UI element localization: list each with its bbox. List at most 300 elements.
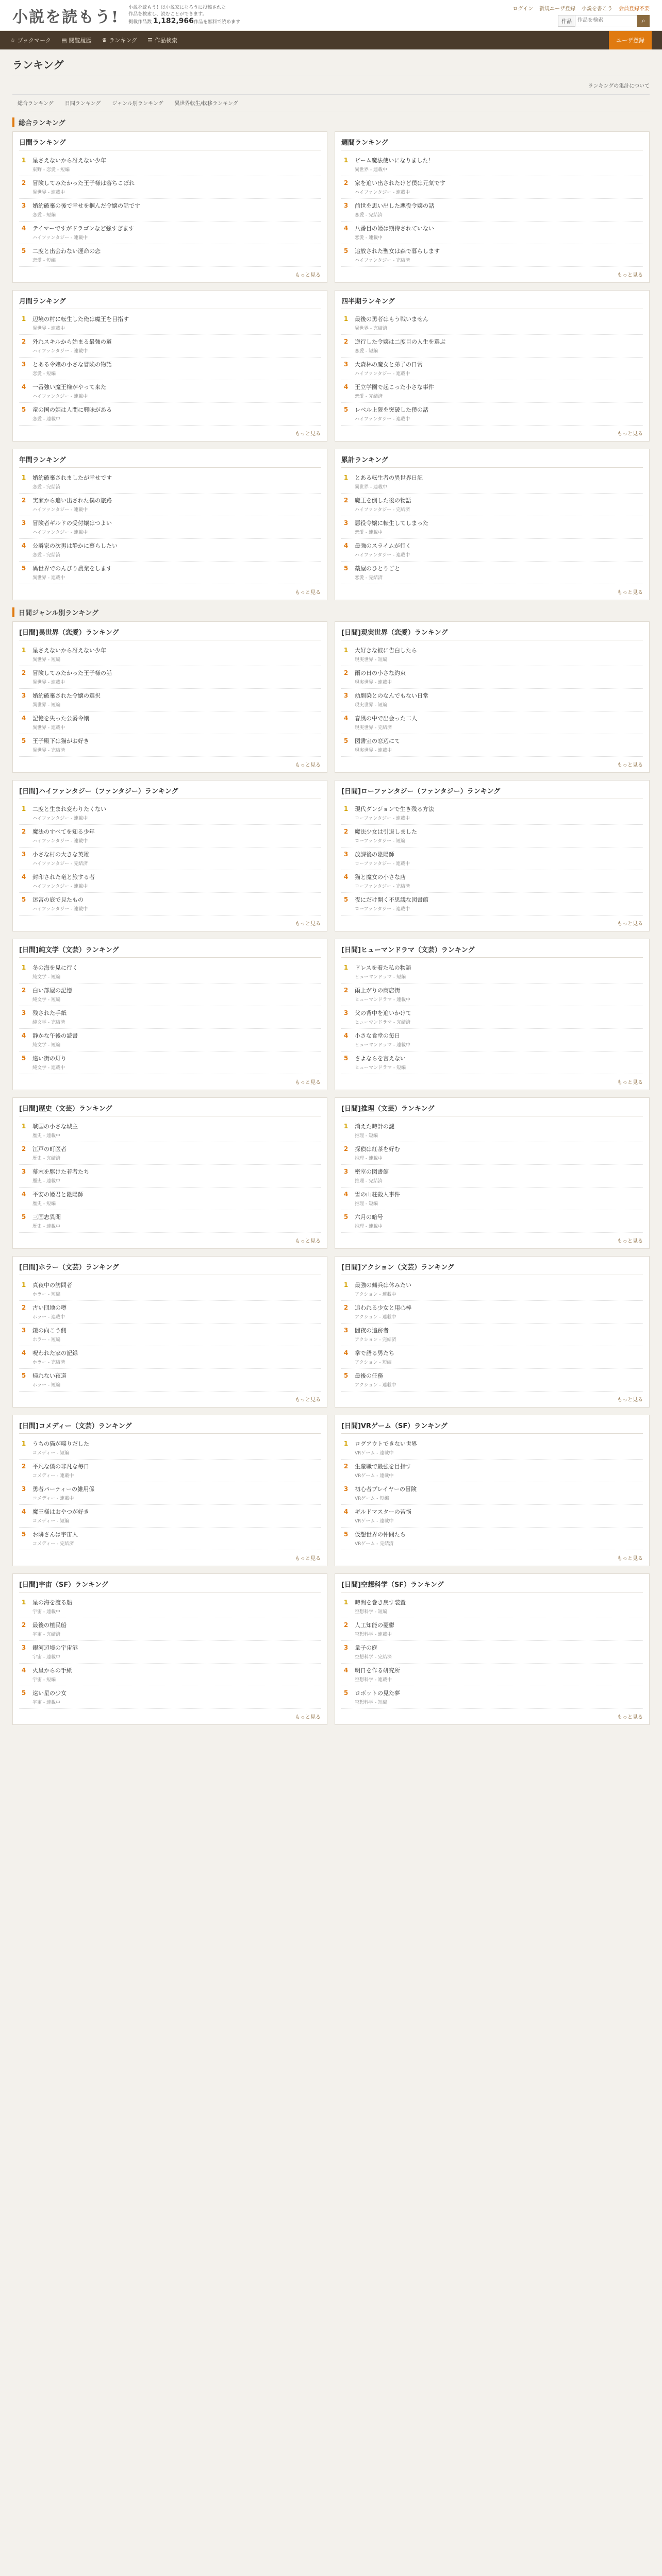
work-title-link[interactable]: 追放された聖女は森で暮らします [355,248,440,255]
more-link[interactable]: もっと見る [617,273,643,278]
work-title-link[interactable]: 時間を巻き戻す装置 [355,1599,406,1606]
more-link[interactable]: もっと見る [617,1080,643,1086]
work-title-link[interactable]: 呪われた家の記録 [32,1350,78,1357]
ranking-item[interactable] [19,893,321,916]
ranking-item[interactable] [19,403,321,426]
rank-number: 4 [21,1667,26,1674]
ranking-item[interactable] [19,244,321,267]
tab-isekai[interactable]: 異世界転生/転移ランキング [174,101,238,107]
ranking-item-body [355,987,643,1003]
work-title-link[interactable]: 外れスキルから始まる最強の道 [32,338,112,345]
work-meta: ローファンタジー - 連載中 [355,816,410,821]
work-title-link[interactable]: 遠い街の灯り [32,1055,67,1062]
more-link[interactable]: もっと見る [295,1080,321,1086]
ranking-panel [12,621,327,773]
work-title-link[interactable]: 遠い星の少女 [32,1690,67,1697]
ranking-item[interactable] [341,1596,643,1618]
work-title-link[interactable]: 冒険してみたかった王子様は落ちこぼれ [32,180,135,187]
ranking-item[interactable] [341,1301,643,1324]
work-title-link[interactable]: 家を追い出されたけど僕は元気です [355,180,445,187]
ranking-item-body [355,692,643,708]
rank-number: 2 [21,828,26,835]
work-title-link[interactable]: うちの猫が喋りだした [32,1440,89,1447]
ranking-item[interactable] [19,1618,321,1641]
work-title-link[interactable]: 星の海を渡る船 [32,1599,72,1606]
ranking-item[interactable] [341,1188,643,1210]
work-title-link[interactable]: 婚約破棄の後で幸せを掴んだ令嬢の話です [32,202,140,209]
work-title-link[interactable]: 春風の中で出会った二人 [355,715,417,722]
ranking-item[interactable] [19,711,321,734]
ranking-item[interactable] [341,516,643,539]
ranking-item[interactable] [19,199,321,222]
tab-overall[interactable]: 総合ランキング [18,101,54,107]
work-title-link[interactable]: 一番強い魔王様がやって来た [32,384,106,391]
work-title-link[interactable]: お隣さんは宇宙人 [32,1531,78,1538]
ranking-item[interactable] [341,312,643,335]
work-meta: コメディー - 短編 [32,1451,70,1456]
work-title-link[interactable]: 生産職で最強を目指す [355,1463,411,1470]
rank-number: 3 [343,1485,349,1493]
site-logo[interactable]: 小説を読もう! [12,8,120,26]
work-title-link[interactable]: 父の背中を追いかけて [355,1010,411,1016]
work-title-link[interactable]: 残された手紙 [32,1010,67,1016]
ranking-item-body [355,315,643,331]
ranking-item[interactable] [19,1686,321,1709]
rank-number: 3 [21,1327,26,1334]
ranking-item[interactable] [19,358,321,380]
ranking-item[interactable] [19,562,321,584]
work-title-link[interactable]: 古い団地の噂 [32,1304,67,1311]
ranking-item-body [355,828,643,844]
more-link[interactable]: もっと見る [617,1397,643,1403]
header-link[interactable]: 小説を書こう [582,6,613,12]
ranking-item[interactable] [19,1165,321,1188]
work-title-link[interactable]: とある転生者の異世界日記 [355,474,423,481]
work-title-link[interactable]: 静かな午後の読書 [32,1032,78,1039]
work-title-link[interactable]: 逆行した令嬢は二度目の人生を選ぶ [355,338,445,345]
work-title-link[interactable]: 雨の日の小さな約束 [355,670,406,676]
work-title-link[interactable]: 現代ダンジョンで生き残る方法 [355,806,434,812]
work-title-link[interactable]: テイマーですがドラゴンなど強すぎます [32,225,135,232]
header-user-link[interactable]: 会員登録不要 [619,6,650,12]
work-title-link[interactable]: 江戸の町医者 [32,1146,67,1153]
work-title-link[interactable]: 前世を思い出した悪役令嬢の話 [355,202,434,209]
rank-number: 1 [343,315,349,323]
work-title-link[interactable]: 六月の暗号 [355,1214,383,1221]
nav-ranking[interactable]: ♛ ランキング [102,37,138,44]
rank-number: 4 [21,715,26,722]
header-link[interactable]: ログイン [512,6,533,12]
work-title-link[interactable]: ドレスを着た私の物語 [355,964,411,971]
work-title-link[interactable]: 婚約破棄されましたが幸せです [32,474,112,481]
ranking-item[interactable] [19,1369,321,1392]
crown-icon: ♛ [102,37,107,44]
work-title-link[interactable]: 魔王様はおやつが好き [32,1509,89,1515]
ranking-item[interactable] [19,643,321,666]
ranking-item[interactable] [341,1006,643,1029]
work-title-link[interactable]: 放課後の陰陽師 [355,851,394,858]
rank-number: 4 [343,542,349,549]
ranking-item[interactable] [19,961,321,984]
work-title-link[interactable]: 小さな食堂の毎日 [355,1032,400,1039]
ranking-item[interactable] [19,176,321,199]
star-icon: ☆ [10,37,15,44]
ranking-item[interactable] [19,1120,321,1142]
work-title-link[interactable]: 雪の山荘殺人事件 [355,1191,400,1198]
work-title-link[interactable]: 婚約破棄された令嬢の選択 [32,692,101,699]
work-title-link[interactable]: 夜にだけ開く不思議な図書館 [355,896,428,903]
ranking-item[interactable] [341,1641,643,1664]
ranking-item[interactable] [341,154,643,176]
rank-number: 3 [343,361,349,368]
rank-number: 5 [343,565,349,572]
more-link[interactable]: もっと見る [295,921,321,927]
work-title-link[interactable]: 三国志異聞 [32,1214,61,1221]
work-title-link[interactable]: 初心者プレイヤーの冒険 [355,1486,417,1493]
ranking-item[interactable] [341,643,643,666]
search-type-select[interactable]: 作品 [558,15,575,27]
ranking-item[interactable] [341,1052,643,1074]
work-title-link[interactable]: 王子殿下は猫がお好き [32,738,89,744]
work-title-link[interactable]: 魔王を倒した後の物語 [355,497,411,504]
rank-number: 5 [21,896,26,903]
work-title-link[interactable]: 平凡な僕の非凡な毎日 [32,1463,89,1470]
work-title-link[interactable]: 銀河辺境の宇宙港 [32,1645,78,1651]
ranking-item[interactable] [341,1686,643,1709]
work-title-link[interactable]: 鏡の向こう側 [32,1327,67,1334]
work-title-link[interactable]: 冒険してみたかった王子様の話 [32,670,112,676]
tab-daily[interactable]: 日間ランキング [64,101,101,107]
ranking-item[interactable] [19,1142,321,1165]
work-title-link[interactable]: 幕末を駆けた若者たち [32,1168,89,1175]
work-title-link[interactable]: 魔法のすべてを知る少年 [32,828,95,835]
ranking-item-body [355,1009,643,1025]
more-link[interactable]: もっと見る [617,1239,643,1244]
ranking-item[interactable] [19,516,321,539]
work-title-link[interactable]: 星さえないから冴えない少年 [32,157,106,164]
ranking-item[interactable] [19,848,321,870]
ranking-item[interactable] [19,1641,321,1664]
work-meta: ハイファンタジー - 完結済 [355,258,410,263]
ranking-item-body [355,157,643,173]
more-link[interactable]: もっと見る [617,1556,643,1562]
work-title-link[interactable]: 追われる少女と用心棒 [355,1304,411,1311]
work-meta: 異世界 - 完結済 [355,326,387,331]
ranking-item[interactable] [19,734,321,757]
more-link[interactable]: もっと見る [617,431,643,437]
header-link[interactable]: 新規ユーザ登録 [539,6,575,12]
ranking-item[interactable] [341,1528,643,1550]
work-title-link[interactable]: 戦国の小さな城主 [32,1123,78,1130]
ranking-item[interactable] [341,1029,643,1052]
work-title-link[interactable]: 二度と生まれ変わりたくない [32,806,106,812]
ranking-item[interactable] [341,539,643,562]
user-register-button[interactable]: ユーザ登録 [609,31,652,49]
ranking-item[interactable] [341,358,643,380]
ranking-item[interactable] [341,1278,643,1301]
work-title-link[interactable]: 公爵家の次男は静かに暮らしたい [32,543,118,549]
work-title-link[interactable]: とある令嬢の小さな冒険の物語 [32,361,112,368]
ranking-item[interactable] [19,689,321,711]
ranking-item[interactable] [19,1460,321,1482]
ranking-item[interactable] [341,494,643,516]
more-link[interactable]: もっと見る [617,762,643,768]
ranking-item[interactable] [341,1437,643,1460]
more-link[interactable]: もっと見る [295,762,321,768]
ranking-item[interactable] [19,825,321,848]
ranking-item[interactable] [19,802,321,825]
more-link[interactable]: もっと見る [295,431,321,437]
work-title-link[interactable]: 二度と出会わない運命の恋 [32,248,101,255]
work-title-link[interactable]: 最強のスライムが行く [355,543,411,549]
overall-section-title: 総合ランキング [12,117,650,127]
rank-number: 2 [21,338,26,345]
work-title-link[interactable]: 真夜中の訪問者 [32,1282,72,1289]
overall-grid [12,131,650,600]
ranking-item[interactable] [19,870,321,893]
work-title-link[interactable]: 最強の傭兵は休みたい [355,1282,411,1289]
work-meta: 異世界 - 連載中 [32,575,65,581]
ranking-item[interactable] [19,1278,321,1301]
genre-grid [12,621,650,1725]
ranking-item-body [355,1213,643,1229]
ranking-item[interactable] [19,1029,321,1052]
nav-search[interactable]: ☰ 作品検索 [147,37,177,44]
more-link[interactable]: もっと見る [617,590,643,596]
ranking-item[interactable] [19,666,321,689]
more-link[interactable]: もっと見る [295,1715,321,1720]
work-meta: 異世界 - 連載中 [355,485,387,490]
work-meta: アクション - 連載中 [355,1292,396,1297]
ranking-item[interactable] [19,1301,321,1324]
rank-number: 5 [343,1055,349,1062]
work-title-link[interactable]: 竜の国の姫は人間に興味がある [32,406,112,413]
ranking-item[interactable] [341,403,643,426]
ranking-item[interactable] [341,335,643,358]
ranking-item[interactable] [341,689,643,711]
ranking-item[interactable] [341,1165,643,1188]
ranking-item-body [32,202,321,218]
ranking-item[interactable] [341,1505,643,1528]
list-icon: ☰ [147,37,153,44]
ranking-item[interactable] [19,335,321,358]
ranking-item[interactable] [341,734,643,757]
work-meta: 東野 - 恋愛 - 短編 [32,167,70,173]
ranking-panel [12,1097,327,1249]
work-title-link[interactable]: 仮想世界の仲間たち [355,1531,406,1538]
more-link[interactable]: もっと見る [295,1397,321,1403]
ranking-item[interactable] [341,984,643,1006]
rank-number: 3 [343,1327,349,1334]
more-link[interactable]: もっと見る [617,921,643,927]
ranking-item[interactable] [341,1618,643,1641]
rank-number: 4 [21,1191,26,1198]
search-icon[interactable]: ⌕ [637,15,650,27]
work-meta: 現実世界 - 連載中 [355,748,392,753]
ranking-item[interactable] [341,222,643,244]
work-title-link[interactable]: 魔法少女は引退しました [355,828,417,835]
work-title-link[interactable]: 猫と魔女の小さな店 [355,874,406,880]
rank-number: 4 [343,1032,349,1039]
work-title-link[interactable]: ロボットの見た夢 [355,1690,400,1697]
work-title-link[interactable]: 王立学園で起こった小さな事件 [355,384,434,391]
ranking-item-body [355,1281,643,1297]
work-meta: ホラー - 短編 [32,1383,60,1388]
more-link[interactable]: もっと見る [295,273,321,278]
ranking-item[interactable] [341,1460,643,1482]
ranking-item[interactable] [341,666,643,689]
ranking-item[interactable] [341,1369,643,1392]
work-title-link[interactable]: 薬屋のひとりごと [355,565,400,572]
work-title-link[interactable]: ギルドマスターの苦悩 [355,1509,411,1515]
rank-number: 5 [343,406,349,413]
ranking-item[interactable] [19,1664,321,1686]
work-title-link[interactable]: 密室の図書館 [355,1168,389,1175]
rank-number: 1 [21,474,26,481]
ranking-item[interactable] [19,1596,321,1618]
more-link[interactable]: もっと見る [295,1556,321,1562]
ranking-item[interactable] [19,1052,321,1074]
ranking-item[interactable] [341,1324,643,1346]
ranking-item[interactable] [19,1324,321,1346]
nav-history[interactable]: ▤ 閲覧履歴 [61,37,92,44]
ranking-item[interactable] [341,711,643,734]
ranking-item[interactable] [341,471,643,494]
work-title-link[interactable]: 辺境の村に転生した俺は魔王を目指す [32,316,129,323]
ranking-item[interactable] [19,1346,321,1369]
nav-bookmark[interactable]: ☆ ブックマーク [10,37,52,44]
work-title-link[interactable]: 迷宮の底で見たもの [32,896,84,903]
work-title-link[interactable]: 勇者パーティーの雑用係 [32,1486,95,1493]
more-link[interactable]: もっと見る [617,1715,643,1720]
ranking-item[interactable] [19,154,321,176]
search-input[interactable] [575,15,637,26]
work-title-link[interactable]: 火星からの手紙 [32,1667,72,1674]
ranking-item[interactable] [19,312,321,335]
work-title-link[interactable]: 幼馴染とのなんでもない日常 [355,692,428,699]
ranking-item[interactable] [19,1210,321,1233]
work-title-link[interactable]: 記憶を失った公爵令嬢 [32,715,89,722]
ranking-item[interactable] [341,176,643,199]
work-title-link[interactable]: 最後の勇者はもう戦いません [355,316,428,323]
rank-number: 1 [21,1440,26,1447]
work-title-link[interactable]: 悪役令嬢に転生してしまった [355,520,428,527]
ranking-item[interactable] [19,1188,321,1210]
rank-number: 2 [21,1304,26,1311]
ranking-item[interactable] [341,848,643,870]
work-title-link[interactable]: 白い部屋の記憶 [32,987,72,994]
ranking-item[interactable] [341,1346,643,1369]
work-meta: ハイファンタジー - 連載中 [32,394,88,399]
ranking-item[interactable] [341,870,643,893]
work-title-link[interactable]: 闇夜の追跡者 [355,1327,389,1334]
work-title-link[interactable]: 拳で語る男たち [355,1350,394,1357]
rank-number: 2 [21,179,26,187]
ranking-item[interactable] [341,244,643,267]
work-meta: 純文学 - 連載中 [32,1065,65,1071]
work-title-link[interactable]: 星さえないから冴えない少年 [32,647,106,654]
ranking-item[interactable] [341,1210,643,1233]
ranking-item[interactable] [19,1528,321,1550]
ranking-item[interactable] [19,1437,321,1460]
work-title-link[interactable]: ログアウトできない世界 [355,1440,417,1447]
ranking-item[interactable] [341,893,643,916]
header-tools [513,4,650,27]
ranking-item[interactable] [19,984,321,1006]
ranking-item[interactable] [341,380,643,403]
ranking-item[interactable] [19,539,321,562]
work-title-link[interactable]: 帰れない夜道 [32,1372,67,1379]
work-title-link[interactable]: 最後の任務 [355,1372,383,1379]
ranking-item[interactable] [19,1006,321,1029]
ranking-item[interactable] [341,1664,643,1686]
work-meta: 歴史 - 短編 [32,1201,56,1207]
ranking-info-link[interactable]: ランキングの集計について [588,83,650,89]
more-link[interactable]: もっと見る [295,1239,321,1244]
work-title-link[interactable]: 平安の姫君と陰陽師 [32,1191,84,1198]
work-title-link[interactable]: 消えた時計の謎 [355,1123,394,1130]
more-link[interactable]: もっと見る [295,590,321,596]
ranking-panel-title: [日間]ハイファンタジー（ファンタジー）ランキング [19,786,321,799]
work-title-link[interactable]: 雨上がりの商店街 [355,987,400,994]
work-title-link[interactable]: ビーム魔法使いになりました！ [355,157,434,164]
ranking-item-body [355,1032,643,1048]
ranking-item-body [32,828,321,844]
work-title-link[interactable]: 小さな村の大きな英雄 [32,851,89,858]
work-meta: 現実世界 - 短編 [355,657,387,663]
ranking-item[interactable] [341,562,643,584]
work-title-link[interactable]: 図書室の窓辺にて [355,738,400,744]
work-title-link[interactable]: 八番目の姫は期待されていない [355,225,434,232]
ranking-item[interactable] [19,471,321,494]
ranking-item[interactable] [19,1482,321,1505]
rank-number: 3 [343,202,349,209]
work-title-link[interactable]: 明日を作る研究所 [355,1667,400,1674]
work-title-link[interactable]: 大森林の魔女と弟子の日常 [355,361,423,368]
work-meta: ハイファンタジー - 完結済 [355,507,410,513]
work-title-link[interactable]: 探偵は紅茶を好む [355,1146,400,1153]
work-title-link[interactable]: さよならを言えない [355,1055,406,1062]
work-title-link[interactable]: 量子の庭 [355,1645,377,1651]
ranking-item[interactable] [19,380,321,403]
ranking-item[interactable] [341,1142,643,1165]
rank-number: 2 [21,497,26,504]
work-title-link[interactable]: 異世界でのんびり農業をします [32,565,112,572]
ranking-item[interactable] [19,222,321,244]
work-meta: コメディー - 完結済 [32,1541,74,1547]
work-title-link[interactable]: 最後の植民船 [32,1622,67,1629]
work-title-link[interactable]: 大好きな彼に告白したら [355,647,417,654]
work-title-link[interactable]: 封印された竜と旅する者 [32,874,95,880]
ranking-item[interactable] [19,1505,321,1528]
ranking-item[interactable] [341,1120,643,1142]
ranking-item[interactable] [19,494,321,516]
ranking-item[interactable] [341,1482,643,1505]
tab-genre[interactable]: ジャンル別ランキング [112,101,163,107]
work-title-link[interactable]: 実家から追い出された僕の旅路 [32,497,112,504]
rank-number: 1 [21,1599,26,1606]
ranking-item[interactable] [341,961,643,984]
ranking-item[interactable] [341,802,643,825]
work-title-link[interactable]: 冬の海を見に行く [32,964,78,971]
ranking-item[interactable] [341,199,643,222]
ranking-item-body [355,1689,643,1705]
rank-number: 2 [343,1463,349,1470]
ranking-item[interactable] [341,825,643,848]
work-title-link[interactable]: レベル上限を突破した僕の話 [355,406,428,413]
work-title-link[interactable]: 冒険者ギルドの受付嬢はつよい [32,520,112,527]
work-title-link[interactable]: 人工知能の憂鬱 [355,1622,394,1629]
